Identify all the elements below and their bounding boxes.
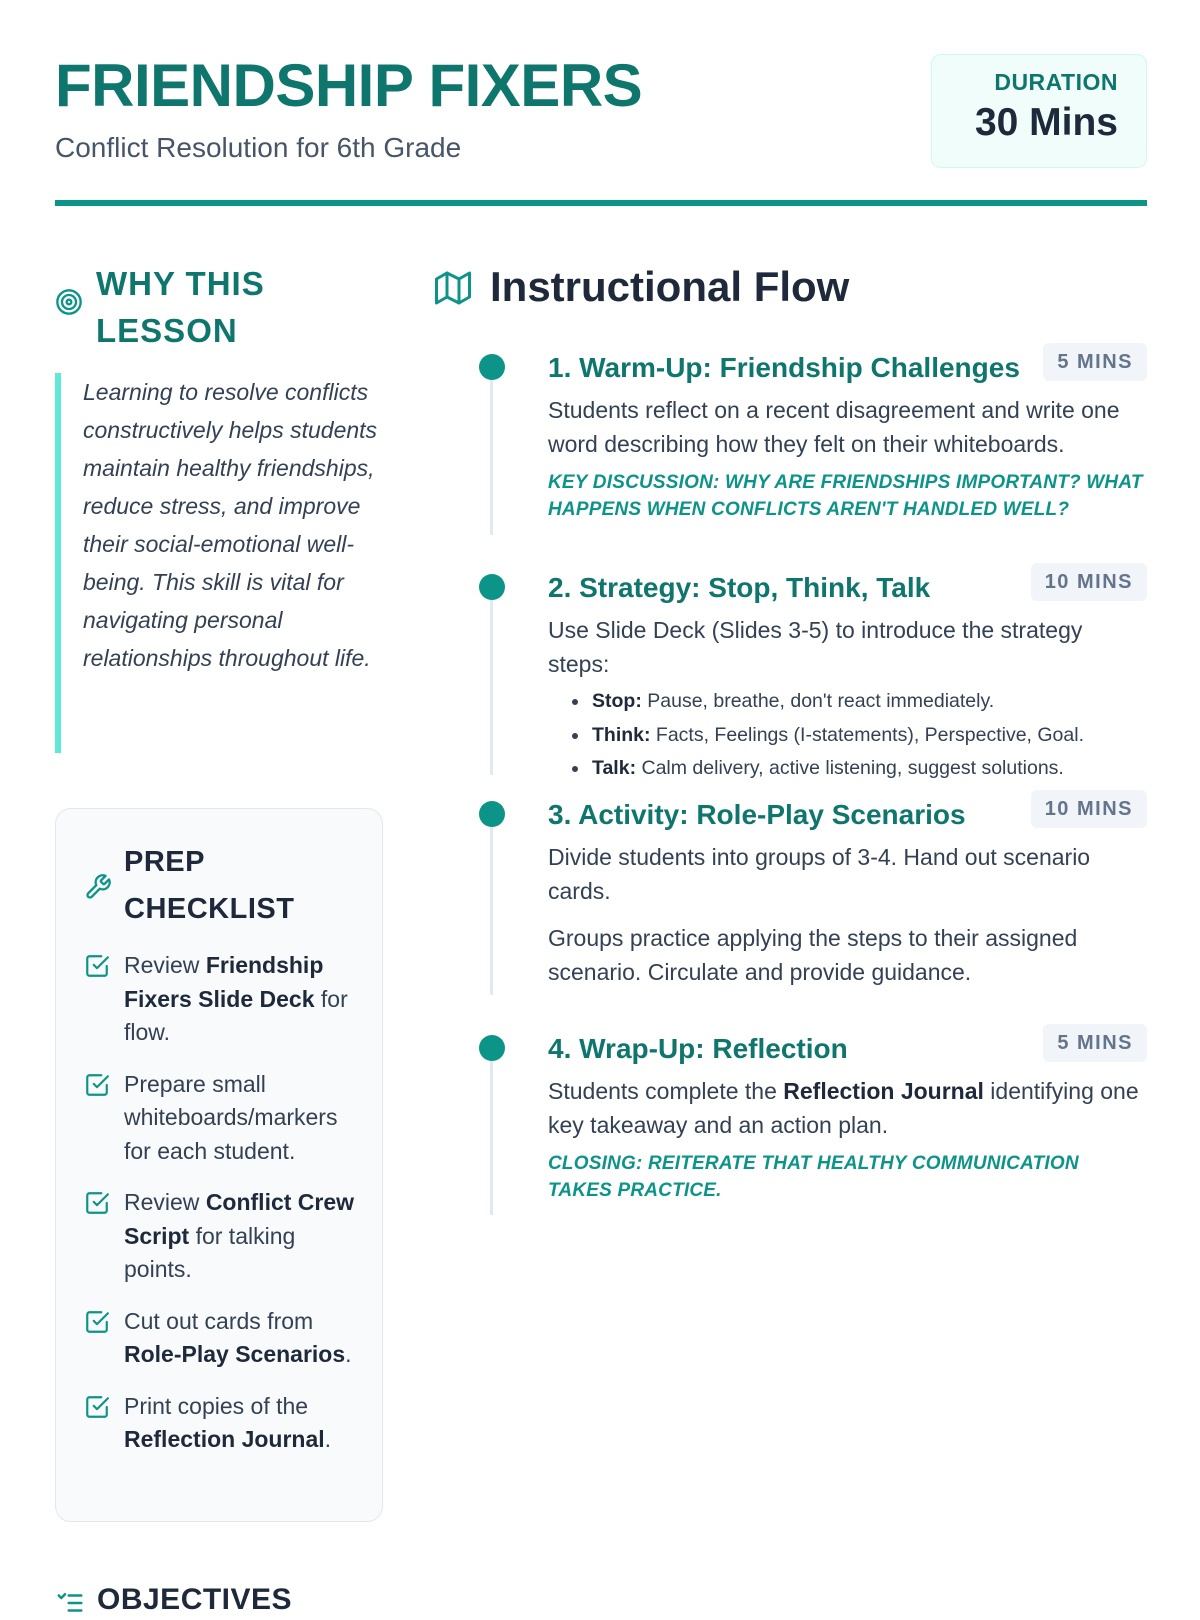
checklist-item <box>84 1186 364 1287</box>
step-title: 4. Wrap-Up: Reflection <box>548 1033 848 1064</box>
checkbox-checked-icon <box>84 1072 110 1098</box>
header <box>55 52 1147 202</box>
timeline-line <box>490 367 493 535</box>
checklist-resource: Role-Play Scenarios <box>124 1341 346 1367</box>
step-title: 3. Activity: Role-Play Scenarios <box>548 799 966 830</box>
strategy-item <box>590 685 1148 719</box>
checklist-text: . <box>345 1341 352 1367</box>
duration-badge: 10 MINS <box>1031 563 1147 601</box>
target-icon <box>55 288 83 316</box>
step-title: 2. Strategy: Stop, Think, Talk <box>548 572 931 603</box>
lesson-plan-page <box>55 0 1147 1616</box>
duration-value: 30 Mins <box>974 101 1118 144</box>
checklist-text: Review <box>124 1189 206 1215</box>
flow-heading <box>435 262 1135 312</box>
wrench-icon <box>84 873 112 901</box>
strategy-item <box>590 719 1148 753</box>
timeline-dot <box>479 801 505 827</box>
checklist-resource: Reflection Journal <box>124 1426 325 1452</box>
strategy-label: Think: <box>592 723 651 746</box>
step-description: Groups practice applying the steps to their assigned scenario. Circulate and provide guidance. <box>548 925 1078 985</box>
step-body <box>548 394 1148 523</box>
checklist-text: for flow. <box>124 985 348 1045</box>
checklist-text: Review <box>124 952 206 978</box>
page-subtitle: Conflict Resolution for 6th Grade <box>55 132 462 163</box>
duration-badge: 5 MINS <box>1043 1024 1147 1062</box>
strategy-list <box>548 685 1148 786</box>
step-description: Divide students into groups of 3-4. Hand out scenario cards. <box>548 844 1091 904</box>
checklist-text: Print copies of the <box>124 1392 309 1419</box>
flow-step <box>435 351 1147 534</box>
flow-step <box>435 798 1147 991</box>
timeline-line <box>490 587 493 775</box>
flow-title: Instructional Flow <box>490 263 850 310</box>
strategy-text: Facts, Feelings (I-statements), Perspective, Goal. <box>650 723 1084 746</box>
list-check-icon <box>55 1588 85 1618</box>
strategy-text: Pause, breathe, don't react immediately. <box>641 690 995 712</box>
strategy-text: Calm delivery, active listening, suggest solutions. <box>636 757 1064 779</box>
prep-checklist-card <box>55 808 383 1522</box>
step-text: identifying one key takeaway and an action plan. <box>548 1078 1139 1138</box>
checklist-text: Cut out cards from <box>124 1307 314 1334</box>
step-description <box>548 1075 1148 1142</box>
checkbox-checked-icon <box>84 953 110 979</box>
prep-title: PREP CHECKLIST <box>124 846 295 925</box>
checklist-text: . <box>324 1426 332 1452</box>
prep-heading <box>84 839 364 933</box>
step-text: Students complete the <box>548 1078 784 1104</box>
step-resource: Reflection Journal <box>783 1078 984 1104</box>
checklist-resource: Friendship Fixers Slide Deck <box>124 952 324 1012</box>
duration-label: DURATION <box>994 69 1118 95</box>
checkbox-checked-icon <box>84 1309 110 1335</box>
checklist-item <box>84 1068 364 1169</box>
flow-step <box>435 571 1147 779</box>
checkbox-checked-icon <box>84 1394 110 1420</box>
checklist-text: for talking points. <box>124 1222 296 1282</box>
why-title: WHY THIS LESSON <box>96 265 265 349</box>
prep-checklist <box>84 949 364 1475</box>
step-title: 1. Warm-Up: Friendship Challenges <box>548 352 1020 383</box>
objectives-title: OBJECTIVES <box>97 1583 293 1616</box>
checklist-item <box>84 949 364 1050</box>
timeline-line <box>490 814 493 995</box>
duration-badge: 5 MINS <box>1043 343 1147 381</box>
page-title: FRIENDSHIP FIXERS <box>55 52 643 119</box>
timeline-dot <box>479 574 505 600</box>
step-body <box>548 841 1148 1003</box>
step-description: Use Slide Deck (Slides 3-5) to introduce the strategy steps: <box>548 617 1083 677</box>
checklist-item <box>84 1305 364 1372</box>
strategy-item <box>590 752 1148 786</box>
step-note: CLOSING: REITERATE THAT HEALTHY COMMUNICATION TAKES PRACTICE. <box>548 1153 1079 1201</box>
flow-step <box>435 1032 1147 1215</box>
step-body <box>548 1075 1148 1204</box>
timeline-dot <box>479 1035 505 1061</box>
step-note: KEY DISCUSSION: WHY ARE FRIENDSHIPS IMPORTANT? WHAT HAPPENS WHEN CONFLICTS AREN'T HANDLED WELL? <box>548 472 1143 520</box>
duration-badge: 10 MINS <box>1031 790 1147 828</box>
timeline-line <box>490 1048 493 1215</box>
checkbox-checked-icon <box>84 1190 110 1216</box>
strategy-label: Talk: <box>592 757 637 779</box>
map-icon <box>435 270 471 306</box>
objectives-heading <box>55 1580 395 1620</box>
strategy-label: Stop: <box>592 690 642 712</box>
header-divider <box>55 200 1147 206</box>
step-description: Students reflect on a recent disagreement and write one word describing how they felt on their whiteboards. <box>548 397 1120 457</box>
step-body <box>548 614 1148 786</box>
checklist-text: Prepare small whiteboards/markers for each student. <box>124 1070 338 1164</box>
checklist-resource: Conflict Crew Script <box>124 1189 355 1249</box>
checklist-item <box>84 1390 364 1457</box>
duration-box <box>931 54 1147 168</box>
why-quote: Learning to resolve conflicts constructively helps students maintain healthy friendships, reduce stress, and improve their social-emotional well-being. This skill is vital for navigating personal relationships throughout life. <box>55 373 385 753</box>
timeline-dot <box>479 354 505 380</box>
